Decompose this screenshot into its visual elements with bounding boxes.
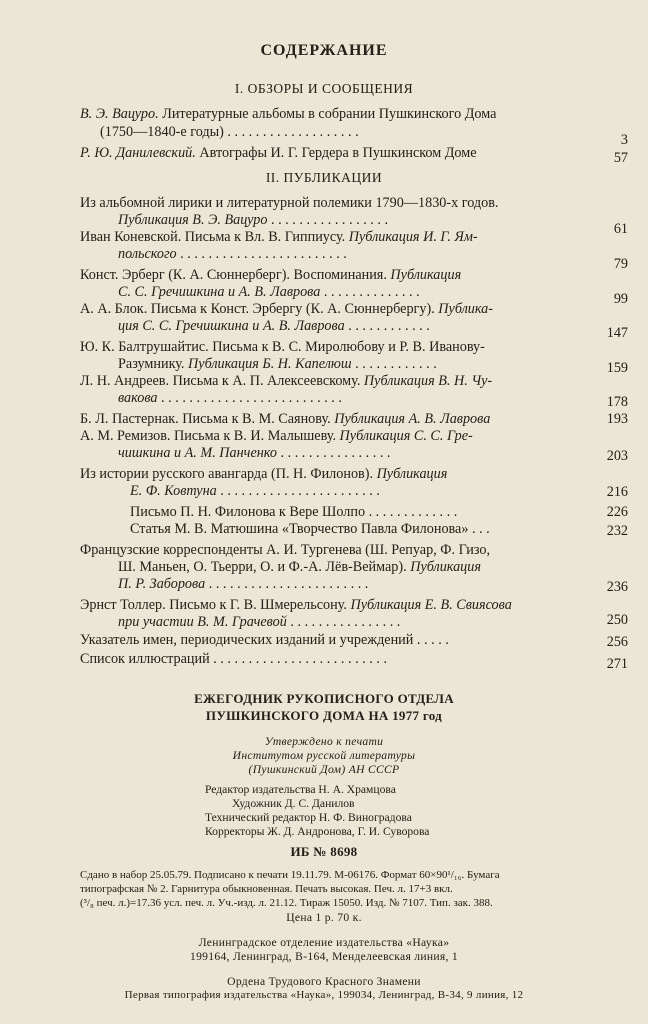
toc-text: А. М. Ремизов. Письма к В. И. Малышеву. bbox=[80, 428, 340, 444]
toc-dots: . . . . . . . . . . . . . . . . . . . . . . . bbox=[205, 576, 369, 592]
toc-entry-14-line-1: Французские корреспонденты А. И. Тургенева (Ш. Репуар, Ф. Гизо, bbox=[80, 542, 491, 558]
toc-credit: П. Р. Заборова bbox=[118, 576, 206, 592]
publisher-line: 199164, Ленинград, В-164, Менделеевская линия, 1 bbox=[189, 950, 459, 963]
printer-line: Ордена Трудового Красного Знамени bbox=[227, 975, 421, 988]
toc-text: Эрнст Толлер. Письмо к Г. В. Шмерельсону. bbox=[80, 597, 351, 613]
toc-dots: . . . . . . . . . . . . . . bbox=[320, 284, 420, 300]
print-info-line: (³/₈ печ. л.)=17.36 усл. печ. л. Уч.-изд. л. 21.12. Тираж 15050. Изд. № 7107. Тип. зак. 388. bbox=[80, 897, 493, 909]
toc-entry-11-line-2 bbox=[130, 482, 380, 500]
toc-entry-3-line-2 bbox=[118, 211, 388, 229]
toc-text: А. А. Блок. Письма к Конст. Эрбергу (К. А. Сюннербергу). bbox=[80, 301, 439, 317]
toc-entry-17: Список иллюстраций . . . . . . . . . . . . . . . . . . . . . . . . . bbox=[80, 651, 388, 667]
toc-dots: . . . . . . . . . . . . . . . . . . . . . . . . . . bbox=[157, 390, 342, 406]
toc-entry-14-line-3 bbox=[118, 575, 368, 593]
toc-entry-4-line-2 bbox=[118, 245, 347, 263]
page-number: 236 bbox=[606, 579, 628, 595]
toc-text: Иван Коневской. Письма к Вл. В. Гиппиусу. bbox=[80, 229, 349, 245]
toc-author: В. Э. Вацуро. bbox=[80, 106, 159, 122]
toc-entry-1-line-1 bbox=[80, 105, 496, 123]
toc-entry-5-line-1 bbox=[80, 266, 461, 284]
toc-entry-3-line-1: Из альбомной лирики и литературной полемики 1790—1830-х годов. bbox=[80, 195, 499, 211]
page-number: 3 bbox=[620, 132, 628, 148]
toc-entry-7-line-2 bbox=[118, 355, 437, 373]
toc-entry-4-line-1 bbox=[80, 228, 478, 246]
print-info-line: типографская № 2. Гарнитура обыкновенная. Печать высокая. Печ. л. 17+3 вкл. bbox=[80, 883, 453, 895]
toc-text: Разумнику. bbox=[118, 356, 189, 372]
toc-author: Р. Ю. Данилевский. bbox=[80, 145, 196, 161]
toc-credit: Публикация В. Э. Вацуро bbox=[118, 212, 268, 228]
page-number: 203 bbox=[606, 448, 628, 464]
toc-entry-7-line-1: Ю. К. Балтрушайтис. Письма к В. С. Миролюбову и Р. В. Иванову- bbox=[80, 339, 485, 355]
toc-credit: при участии В. М. Грачевой bbox=[118, 614, 287, 630]
toc-credit: Публикация И. Г. Ям- bbox=[348, 229, 478, 245]
toc-entry-6-line-2 bbox=[118, 317, 430, 335]
toc-credit: Публикация bbox=[410, 559, 481, 575]
ib-number: ИБ № 8698 bbox=[290, 844, 358, 859]
page-number: 79 bbox=[613, 256, 628, 272]
staff-line: Редактор издательства Н. А. Храмцова bbox=[205, 783, 396, 796]
toc-dots: . . . . . . . . . . . . bbox=[351, 356, 437, 372]
toc-entry-15-line-1 bbox=[80, 596, 512, 614]
toc-text: Л. Н. Андреев. Письма к А. П. Алексеевскому. bbox=[80, 373, 364, 389]
toc-dots: . . . . . . . . . . . . . . . . bbox=[276, 445, 391, 461]
toc-entry-1-line-2: (1750—1840-е годы) . . . . . . . . . . . . . . . . . . . bbox=[100, 124, 359, 140]
toc-entry-10-line-2 bbox=[118, 444, 390, 462]
page-number: 159 bbox=[606, 360, 628, 376]
toc-dots: . . . . . . . . . . . . bbox=[344, 318, 430, 334]
toc-entry-8-line-2 bbox=[118, 389, 342, 407]
printer-line: Первая типография издательства «Наука», 199034, Ленинград, В-34, 9 линия, 12 bbox=[124, 989, 524, 1001]
section-heading-publications: II. ПУБЛИКАЦИИ bbox=[265, 170, 383, 185]
staff-line: Технический редактор Н. Ф. Виноградова bbox=[205, 811, 412, 824]
toc-text: Ш. Маньен, О. Тьерри, О. и Ф.-А. Лёв-Веймар). bbox=[118, 559, 411, 575]
toc-credit: Публика- bbox=[438, 301, 494, 317]
section-heading-reviews: I. ОБЗОРЫ И СООБЩЕНИЯ bbox=[234, 81, 414, 96]
toc-entry-8-line-1 bbox=[80, 372, 492, 390]
page-number: 147 bbox=[606, 325, 628, 341]
toc-dots: . . . . . . . . . . . . . . . . bbox=[286, 614, 401, 630]
approval-line: Институтом русской литературы bbox=[232, 749, 416, 762]
toc-credit: Публикация С. С. Гре- bbox=[339, 428, 473, 444]
toc-entry-11-line-1 bbox=[80, 465, 447, 483]
toc-credit: Публикация bbox=[390, 267, 462, 283]
toc-entry-5-line-2 bbox=[118, 283, 420, 301]
page-number: 61 bbox=[613, 221, 628, 237]
toc-dots: . . . . . . . . . . . . . . . . . bbox=[267, 212, 389, 228]
toc-credit: Публикация Е. В. Свиясова bbox=[350, 597, 512, 613]
staff-line: Корректоры Ж. Д. Андронова, Г. И. Суворова bbox=[205, 825, 430, 838]
page-number: 250 bbox=[606, 612, 628, 628]
toc-credit: чишкина и А. М. Панченко bbox=[118, 445, 277, 461]
page-number: 271 bbox=[606, 656, 628, 672]
toc-credit: Публикация bbox=[376, 466, 448, 482]
toc-entry-16: Указатель имен, периодических изданий и учреждений . . . . . bbox=[80, 632, 449, 648]
toc-text: Из истории русского авангарда (П. Н. Филонов). bbox=[80, 466, 377, 482]
page-number: 232 bbox=[606, 523, 628, 539]
toc-dots: . . . . . . . . . . . . . . . . . . . . . . . . bbox=[176, 246, 347, 262]
toc-text: Конст. Эрберг (К. А. Сюннерберг). Воспоминания. bbox=[80, 267, 391, 283]
publisher-line: Ленинградское отделение издательства «Наука» bbox=[198, 936, 450, 949]
toc-text: Литературные альбомы в собрании Пушкинского Дома bbox=[158, 106, 497, 122]
toc-credit: Публикация Б. Н. Капелюш bbox=[188, 356, 352, 372]
price: Цена 1 р. 70 к. bbox=[286, 911, 362, 924]
toc-text: Автографы И. Г. Гердера в Пушкинском Доме bbox=[195, 145, 477, 161]
toc-credit: польского bbox=[118, 246, 177, 262]
toc-dots: . . . . . . . . . . . . . . . . . . . . . . . bbox=[216, 483, 380, 499]
page-number: 57 bbox=[613, 150, 628, 166]
toc-entry-14-line-2 bbox=[118, 558, 481, 576]
toc-credit: Е. Ф. Ковтуна bbox=[130, 483, 217, 499]
toc-credit: С. С. Гречишкина и А. В. Лаврова bbox=[118, 284, 321, 300]
page-number: 178 bbox=[606, 394, 628, 410]
toc-entry-10-line-1 bbox=[80, 427, 473, 445]
page-number: 256 bbox=[606, 634, 628, 650]
toc-credit: ция С. С. Гречишкина и А. В. Лаврова bbox=[118, 318, 345, 334]
toc-text: Б. Л. Пастернак. Письма к В. М. Саянову. bbox=[80, 411, 335, 427]
page-title: СОДЕРЖАНИЕ bbox=[260, 42, 388, 59]
toc-credit: Публикация А. В. Лаврова bbox=[334, 411, 491, 427]
staff-line: Художник Д. С. Данилов bbox=[232, 797, 355, 810]
toc-entry-15-line-2 bbox=[118, 613, 400, 631]
approval-line: Утверждено к печати bbox=[264, 735, 384, 748]
approval-line: (Пушкинский Дом) АН СССР bbox=[248, 763, 400, 776]
page-number: 226 bbox=[606, 504, 628, 520]
print-info-line: Сдано в набор 25.05.79. Подписано к печати 19.11.79. М-06176. Формат 60×90¹/₁₆. Бумага bbox=[80, 869, 500, 881]
toc-entry-13: Статья М. В. Матюшина «Творчество Павла Филонова» . . . bbox=[130, 521, 490, 537]
toc-entry-12: Письмо П. Н. Филонова к Вере Шолпо . . . . . . . . . . . . . bbox=[130, 504, 458, 520]
toc-credit: вакова bbox=[118, 390, 158, 406]
toc-entry-9-line-1 bbox=[80, 410, 490, 428]
page-number: 216 bbox=[606, 484, 628, 500]
toc-entry-6-line-1 bbox=[80, 300, 493, 318]
toc-credit: Публикация В. Н. Чу- bbox=[363, 373, 493, 389]
page-number: 99 bbox=[613, 291, 628, 307]
imprint-title: ЕЖЕГОДНИК РУКОПИСНОГО ОТДЕЛА bbox=[194, 691, 454, 706]
page-number: 193 bbox=[606, 411, 628, 427]
toc-entry-2-line-1 bbox=[80, 144, 477, 162]
imprint-title-2: ПУШКИНСКОГО ДОМА НА 1977 год bbox=[205, 708, 443, 723]
